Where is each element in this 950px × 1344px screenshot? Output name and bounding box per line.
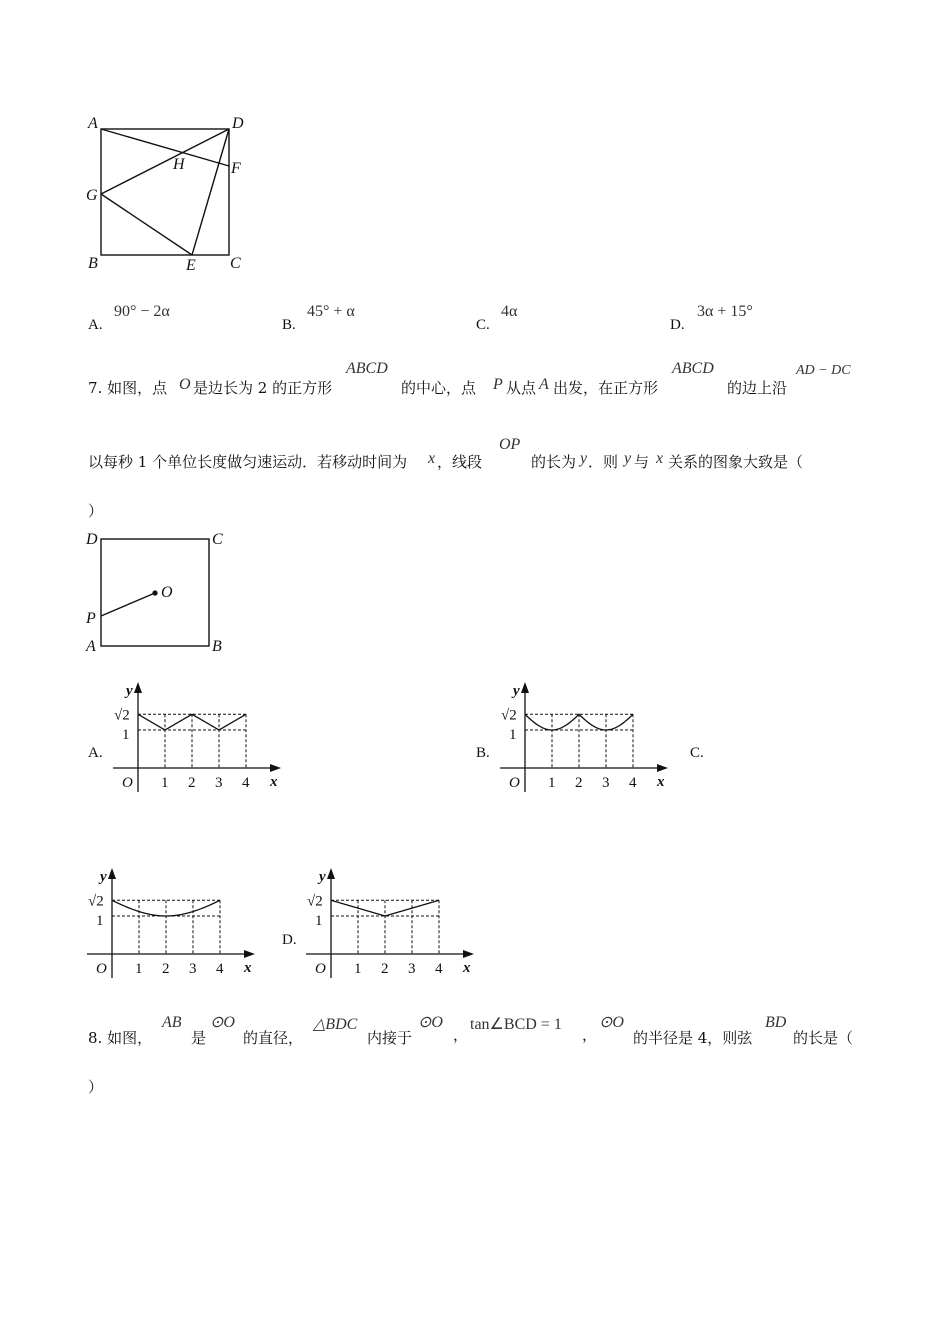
label-a: A xyxy=(86,638,96,655)
tick-label-3: 3 xyxy=(408,961,416,977)
q7-var-x: x xyxy=(428,450,436,467)
q7-option-b-letter[interactable]: B. xyxy=(476,745,490,761)
q7-graph-d xyxy=(303,866,478,981)
q7-var-y: y xyxy=(580,450,588,467)
q7-segment-op: OP xyxy=(499,436,521,453)
sqrt2-label: √2 xyxy=(501,707,517,724)
label-f: F xyxy=(231,160,241,177)
origin-label: O xyxy=(96,961,107,977)
q7-graph-a xyxy=(110,680,285,795)
q8-circle-o: ⊙O xyxy=(599,1014,624,1031)
tick-label-1: 1 xyxy=(354,961,362,977)
tick-label-4: 4 xyxy=(242,775,250,791)
q6-option-c-expr: 4α xyxy=(501,303,518,320)
y-axis-arrow-icon xyxy=(134,682,142,693)
q7-square-figure xyxy=(80,526,240,658)
x-axis-arrow-icon xyxy=(463,950,474,958)
y-axis-label: y xyxy=(100,869,107,885)
q6-option-c-letter: C. xyxy=(476,317,490,333)
q8-triangle-bdc: △BDC xyxy=(313,1016,358,1033)
y-axis-arrow-icon xyxy=(108,868,116,879)
origin-label: O xyxy=(315,961,326,977)
one-label: 1 xyxy=(96,913,104,929)
q7-square-name: ABCD xyxy=(672,360,714,377)
q7-text: 的边上沿 xyxy=(727,379,788,397)
x-axis-label: x xyxy=(270,774,278,790)
one-label: 1 xyxy=(509,727,517,743)
tick-label-2: 2 xyxy=(381,961,389,977)
q7-text: 从点 xyxy=(506,379,537,397)
x-axis-arrow-icon xyxy=(657,764,668,772)
label-b: B xyxy=(212,638,222,655)
q7-graph-c xyxy=(84,866,259,981)
q8-text: ， xyxy=(453,1026,469,1044)
q6-square-figure xyxy=(80,110,260,280)
x-axis-label: x xyxy=(244,960,252,976)
q6-option-b-expr: 45° + α xyxy=(307,303,355,320)
tick-label-4: 4 xyxy=(629,775,637,791)
x-axis-label: x xyxy=(463,960,471,976)
q8-text: 8. 如图， xyxy=(88,1029,153,1047)
q8-text: 是 xyxy=(191,1029,207,1047)
x-axis-arrow-icon xyxy=(244,950,255,958)
q7-var-x: x xyxy=(656,450,664,467)
q7-graph-b xyxy=(497,680,672,795)
label-d: D xyxy=(232,115,244,132)
x-axis-label: x xyxy=(657,774,665,790)
segment-ge xyxy=(101,194,192,255)
q7-path: AD − DC xyxy=(796,363,851,378)
q7-text: ．则 xyxy=(588,453,619,471)
origin-label: O xyxy=(122,775,133,791)
tick-label-4: 4 xyxy=(435,961,443,977)
label-o: O xyxy=(161,584,173,601)
segment-gd xyxy=(101,129,229,194)
sqrt2-label: √2 xyxy=(114,707,130,724)
x-axis-arrow-icon xyxy=(270,764,281,772)
q8-circle-o: ⊙O xyxy=(418,1014,443,1031)
center-point-o xyxy=(152,590,157,595)
tick-label-1: 1 xyxy=(161,775,169,791)
q7-close-paren: ） xyxy=(88,502,104,520)
sqrt2-label: √2 xyxy=(307,893,323,910)
q8-text: 的长是（ xyxy=(793,1029,854,1047)
sqrt2-label: √2 xyxy=(88,893,104,910)
q7-text: 以每秒 1 个单位长度做匀速运动．若移动时间为 xyxy=(88,453,408,471)
tick-label-3: 3 xyxy=(189,961,197,977)
q7-text: 关系的图象大致是（ xyxy=(668,453,804,471)
y-axis-arrow-icon xyxy=(521,682,529,693)
q8-chord-bd: BD xyxy=(765,1014,787,1031)
label-c: C xyxy=(212,531,223,548)
q6-option-d-letter: D. xyxy=(670,317,685,333)
segment-af xyxy=(101,129,229,166)
tick-label-3: 3 xyxy=(215,775,223,791)
label-a: A xyxy=(88,115,98,132)
tick-label-1: 1 xyxy=(135,961,143,977)
y-axis-arrow-icon xyxy=(327,868,335,879)
y-axis-label: y xyxy=(513,683,520,699)
q7-text: 的长为 xyxy=(531,453,577,471)
origin-label: O xyxy=(509,775,520,791)
q7-square-name: ABCD xyxy=(346,360,388,377)
q7-option-a-letter[interactable]: A. xyxy=(88,745,103,761)
q8-text: ， xyxy=(582,1026,598,1044)
label-c: C xyxy=(230,255,241,272)
tick-label-3: 3 xyxy=(602,775,610,791)
label-b: B xyxy=(88,255,98,272)
q7-text: 出发，在正方形 xyxy=(553,379,659,397)
q8-circle-o: ⊙O xyxy=(210,1014,235,1031)
q7-var-p: P xyxy=(493,376,503,393)
label-p: P xyxy=(86,610,96,627)
q7-text: 7. 如图，点 xyxy=(88,379,168,397)
y-axis-label: y xyxy=(126,683,133,699)
q8-text: 内接于 xyxy=(367,1029,413,1047)
tick-label-2: 2 xyxy=(162,961,170,977)
q7-var-o: O xyxy=(179,376,191,393)
q7-var-a: A xyxy=(539,376,549,393)
q6-option-a-letter: A. xyxy=(88,317,103,333)
q8-tan-expr: tan∠BCD = 1 xyxy=(470,1016,562,1033)
tick-label-4: 4 xyxy=(216,961,224,977)
q7-text: 的中心，点 xyxy=(401,379,477,397)
tick-label-2: 2 xyxy=(188,775,196,791)
q8-diameter-ab: AB xyxy=(162,1014,182,1031)
q6-option-a-expr: 90° − 2α xyxy=(114,303,170,320)
one-label: 1 xyxy=(315,913,323,929)
q8-text: 的直径， xyxy=(243,1029,304,1047)
q7-option-c-letter[interactable]: C. xyxy=(690,745,704,761)
y-axis-label: y xyxy=(319,869,326,885)
tick-label-1: 1 xyxy=(548,775,556,791)
segment-ed xyxy=(192,129,229,255)
q8-text: 的半径是 4，则弦 xyxy=(633,1029,753,1047)
label-e: E xyxy=(186,257,196,274)
q7-option-d-letter[interactable]: D. xyxy=(282,932,297,948)
q7-text: ，线段 xyxy=(437,453,483,471)
q6-option-d-expr: 3α + 15° xyxy=(697,303,753,320)
q7-var-y: y xyxy=(624,450,632,467)
segment-op xyxy=(101,593,155,616)
label-d: D xyxy=(86,531,98,548)
label-g: G xyxy=(86,187,98,204)
q8-close-paren: ） xyxy=(88,1078,104,1096)
q7-text: 是边长为 2 的正方形 xyxy=(193,379,333,397)
q6-option-b-letter: B. xyxy=(282,317,296,333)
tick-label-2: 2 xyxy=(575,775,583,791)
one-label: 1 xyxy=(122,727,130,743)
q7-text: 与 xyxy=(634,453,650,471)
label-h: H xyxy=(173,156,185,173)
